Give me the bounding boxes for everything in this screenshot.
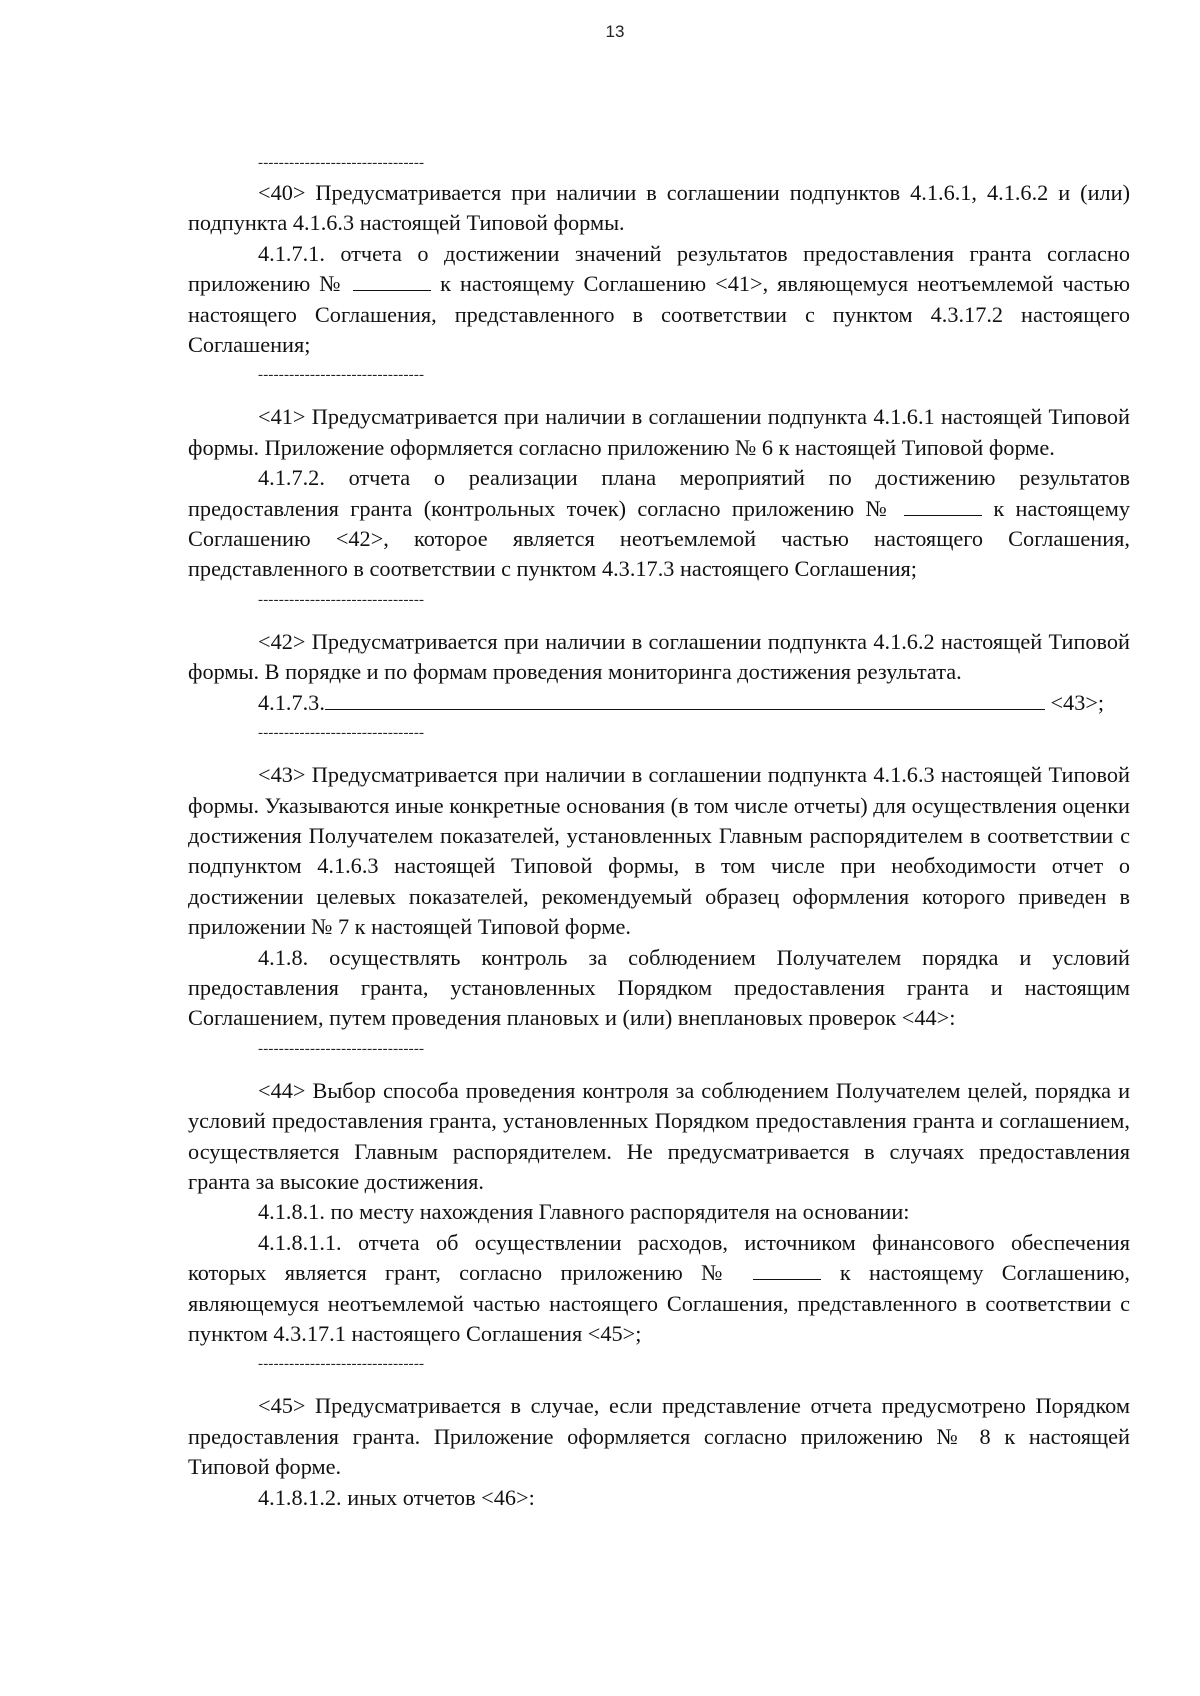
clause-text: 4.1.7.3.: [258, 689, 325, 715]
footnote-42: <42> Предусматривается при наличии в соглашении подпункта 4.1.6.2 настоящей Типовой формы. В порядке и по формам проведения мониторинга достижения результата.: [188, 628, 1130, 685]
blank-field: [325, 689, 1045, 710]
clause-text: к настоящему Соглашению <42>, которое является неотъемлемой частью настоящего Соглашения, представленного в соответствии с пунктом 4.3.17.3 настоящего Соглашения;: [188, 495, 1130, 582]
footnote-separator: --------------------------------: [258, 367, 425, 384]
clause-4-1-8-1-2: 4.1.8.1.2. иных отчетов <46>:: [258, 1484, 535, 1510]
clause-4-1-7-1: [188, 239, 1130, 361]
footnote-separator: --------------------------------: [258, 1356, 425, 1373]
clause-4-1-8-1-1: [188, 1228, 1130, 1350]
blank-field: [753, 1259, 821, 1280]
clause-text: 4.1.7.2. отчета о реализации плана мероприятий по достижению результатов предоставления гранта (контрольных точек) согласно приложению №: [188, 465, 1130, 521]
footnote-separator: --------------------------------: [258, 155, 425, 171]
clause-4-1-8: 4.1.8. осуществлять контроль за соблюдением Получателем порядка и условий предоставления гранта, установленных Порядком предоставления гранта и настоящим Соглашением, путем проведения плановых и (или) внеплановых проверок <44>:: [188, 944, 1130, 1031]
footnote-40: <40> Предусматривается при наличии в соглашении подпунктов 4.1.6.1, 4.1.6.2 и (или) подпункта 4.1.6.3 настоящей Типовой формы.: [188, 180, 1130, 236]
clause-4-1-7-2: [188, 463, 1130, 585]
clause-text: к настоящему Соглашению, являющемуся неотъемлемой частью настоящего Соглашения, представленного в соответствии с пунктом 4.3.17.1 настоящего Соглашения <45>;: [188, 1260, 1130, 1346]
clause-text: 4.1.8.1.1. отчета об осуществлении расходов, источником финансового обеспечения которых является грант, согласно приложению №: [188, 1229, 1130, 1286]
page-number: 13: [605, 22, 625, 41]
blank-field: [904, 495, 982, 516]
document-body: [188, 148, 1130, 1513]
footnote-45: <45> Предусматривается в случае, если представление отчета предусмотрено Порядком предоставления гранта. Приложение оформляется согласно приложению № 8 к настоящей Типовой форме.: [188, 1393, 1130, 1480]
blank-field: [353, 270, 431, 291]
clause-text: к настоящему Соглашению <41>, являющемуся неотъемлемой частью настоящего Соглашения, представленного в соответствии с пунктом 4.3.17.2 настоящего Соглашения;: [188, 271, 1130, 358]
footnote-44: <44> Выбор способа проведения контроля за соблюдением Получателем целей, порядка и условий предоставления гранта, установленных Порядком предоставления гранта и соглашением, осуществляется Главным распорядителем. Не предусматривается в случаях предоставления гранта за высокие достижения.: [188, 1077, 1130, 1194]
footnote-separator: --------------------------------: [258, 591, 425, 608]
footnote-separator: --------------------------------: [258, 1040, 425, 1057]
clause-4-1-7-3: [188, 688, 1130, 718]
clause-text: 4.1.7.1. отчета о достижении значений результатов предоставления гранта согласно приложению №: [188, 240, 1130, 297]
footnote-43: <43> Предусматривается при наличии в соглашении подпункта 4.1.6.3 настоящей Типовой формы. Указываются иные конкретные основания (в том числе отчеты) для осуществления оценки достижения Получателем показателей, установленных Главным распорядителем в соответствии с подпунктом 4.1.6.3 настоящей Типовой формы, в том числе при необходимости отчет о достижении целевых показателей, рекомендуемый образец оформления которого приведен в приложении № 7 к настоящей Типовой форме.: [188, 762, 1130, 940]
footnote-41: <41> Предусматривается при наличии в соглашении подпункта 4.1.6.1 настоящей Типовой формы. Приложение оформляется согласно приложению № 6 к настоящей Типовой форме.: [188, 404, 1130, 460]
clause-text: <43>;: [1050, 689, 1105, 715]
clause-4-1-8-1: 4.1.8.1. по месту нахождения Главного распорядителя на основании:: [258, 1199, 910, 1225]
footnote-separator: --------------------------------: [258, 725, 425, 742]
